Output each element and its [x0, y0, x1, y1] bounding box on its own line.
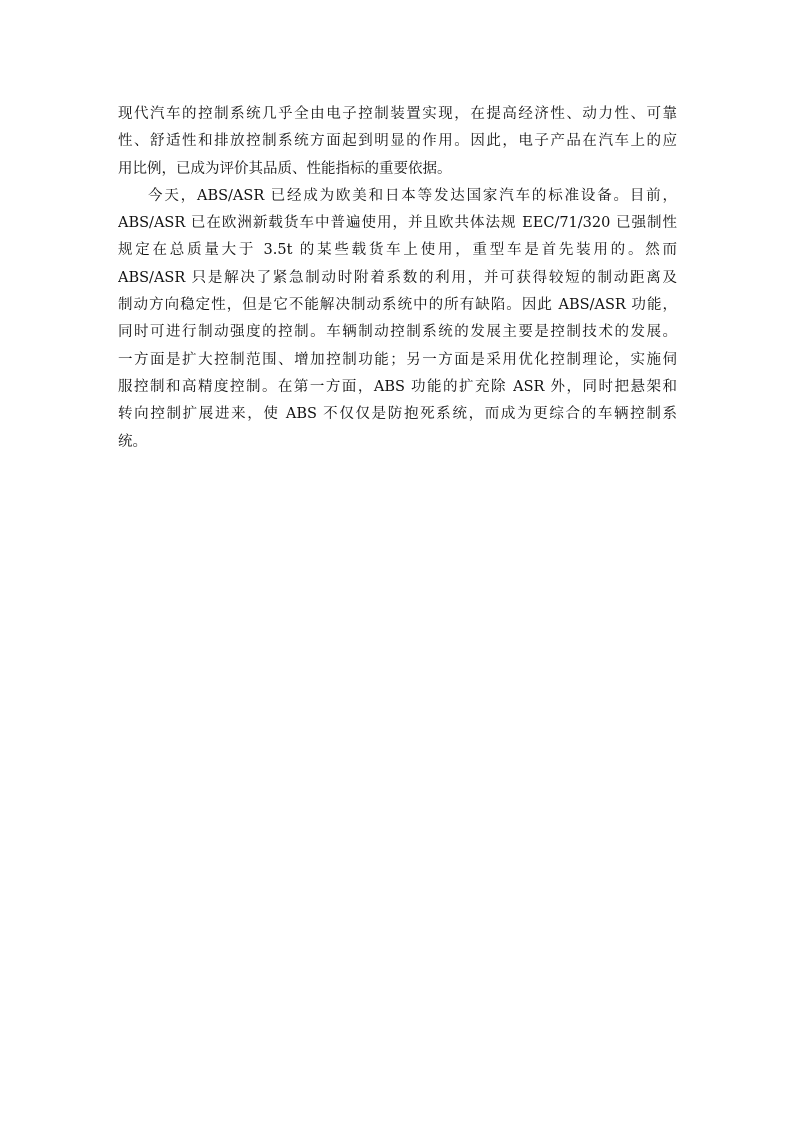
paragraph-2-line-5: 制动方向稳定性，但是它不能解决制动系统中的所有缺陷。因此 ABS/ASR 功能， [118, 297, 677, 314]
paragraph-2-line-6: 同时可进行制动强度的控制。车辆制动控制系统的发展主要是控制技术的发展。 [118, 324, 677, 341]
paragraph-2-line-7: 一方面是扩大控制范围、增加控制功能；另一方面是采用优化控制理论，实施伺 [118, 351, 677, 368]
paragraph-1-line-1: 现代汽车的控制系统几乎全由电子控制装置实现，在提高经济性、动力性、可靠 [118, 106, 677, 122]
paragraph-1-line-3: 用比例，已成为评价其品质、性能指标的重要依据。 [118, 160, 452, 177]
paragraph-2-line-4: ABS/ASR 只是解决了紧急制动时附着系数的利用，并可获得较短的制动距离及 [118, 269, 677, 286]
paragraph-2-line-10: 统。 [118, 433, 147, 450]
paragraph-1-line-2: 性、舒适性和排放控制系统方面起到明显的作用。因此，电子产品在汽车上的应 [118, 133, 677, 150]
paragraph-2-line-8: 服控制和高精度控制。在第一方面，ABS 功能的扩充除 ASR 外，同时把悬架和 [118, 378, 677, 395]
paragraph-2-line-3: 规定在总质量大于 3.5t 的某些载货车上使用，重型车是首先装用的。然而 [118, 242, 677, 259]
paragraph-2-line-1: 今天，ABS/ASR 已经成为欧美和日本等发达国家汽车的标准设备。目前， [148, 187, 677, 204]
document-body [118, 101, 677, 456]
paragraph-2-line-2: ABS/ASR 已在欧洲新载货车中普遍使用，并且欧共体法规 EEC/71/320 已强制性 [118, 215, 677, 232]
paragraph-2-line-9: 转向控制扩展进来，使 ABS 不仅仅是防抱死系统，而成为更综合的车辆控制系 [118, 406, 677, 423]
